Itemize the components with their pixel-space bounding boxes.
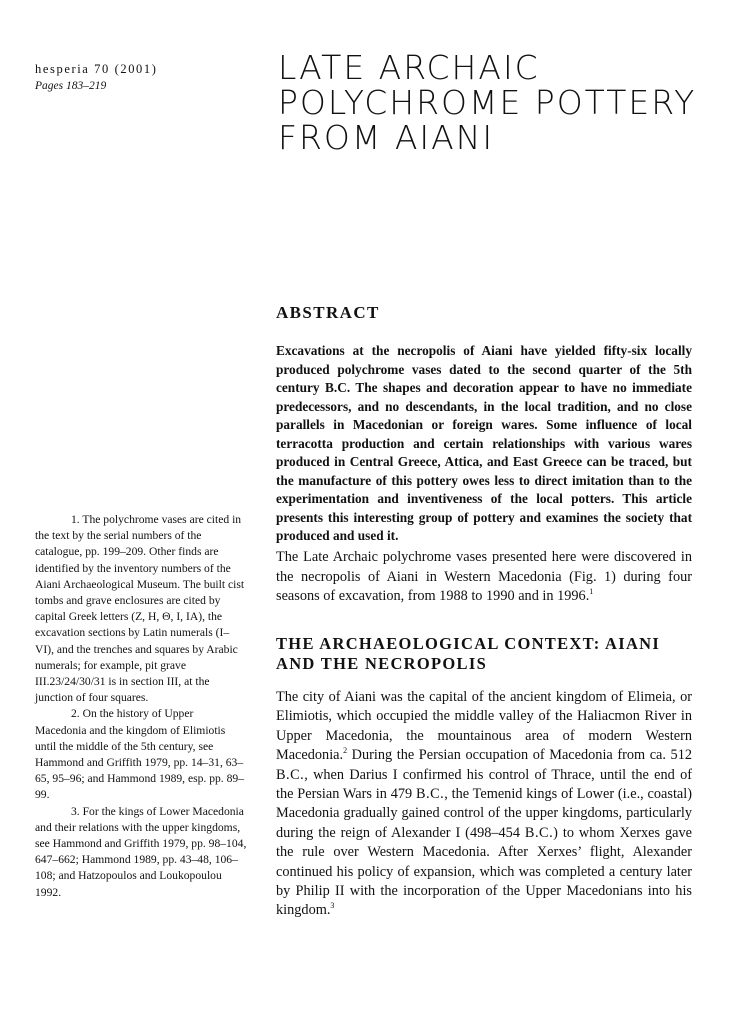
body-text-5: ) to whom Xerxes gave the rule over Western Macedonia. After Xerxes’ flight, Alexander continued his policy of expansion, which was completed a century later by Philip II with the incorporation of the Upper Macedonians into his kingdom. <box>276 824 692 919</box>
title-line-1: LATE ARCHAIC <box>278 48 540 87</box>
title-line-3: FROM AIANI <box>278 118 495 157</box>
abstract-text: Excavations at the necropolis of Aiani have yielded fifty-six locally produced polychrome vases dated to the second quarter of the 5th century B.C. The shapes and decoration appear to have no immediate predecessors, and no descendants, in the local tradition, and no close parallels in Macedonian or foreign wares. Some influence of local terracotta production and certain relationships with various wares produced in Central Greece, Attica, and East Greece can be traced, but the manufacture of this pottery owes less to direct imitation than to the experimentation and inventiveness of the local potters. This article presents this interesting group of pottery and examines the society that produced and used it. <box>276 343 692 543</box>
abstract-heading: ABSTRACT <box>276 303 380 322</box>
era-abbrev-1: B.C. <box>276 766 305 783</box>
footnote-ref-1[interactable]: 1 <box>589 587 594 597</box>
footnote-2: 2. On the history of Upper Macedonia and the kingdom of Elimiotis until the middle of the 5th century, see Hammond and Griffith 1979, pp. 14–31, 63–65, 95–96; and Hammond 1989, esp. pp. 89–99. <box>35 707 244 802</box>
intro-text: The Late Archaic polychrome vases presented here were discovered in the necropolis of Aiani in Western Macedonia (Fig. 1) during four seasons of excavation, from 1988 to 1990 and in 1996. <box>276 549 692 604</box>
body-text-3: , when Darius I confirmed his control of Thrace, until the end of the Persian Wars in 479 <box>276 766 692 803</box>
journal-name: hesperia 70 (2001) <box>35 62 158 76</box>
footnote-1: 1. The polychrome vases are cited in the text by the serial numbers of the catalogue, pp. 199–209. Other finds are identified by the inventory numbers of the Aiani Archaeological Museum. The built cist tombs and grave enclosures are cited by capital Greek letters (Z, H, Θ, I, IA), the excavation sections by Latin numerals (I–VI), and the trenches and squares by Arabic numerals; for example, pit grave III.23/24/30/31 is in section III, at the junction of four squares. <box>35 513 245 705</box>
section-heading: THE ARCHAEOLOGICAL CONTEXT: AIANI AND THE NECROPOLIS <box>276 634 661 673</box>
body-text-2: During the Persian occupation of Macedonia from ca. 512 <box>347 747 692 764</box>
article-title <box>278 50 728 155</box>
body-text-1: The city of Aiani was the capital of the ancient kingdom of Elimeia, or Elimiotis, which occupied the middle valley of the Haliacmon River in Upper Macedonia, the mountainous area of modern Western Macedonia. <box>276 689 692 764</box>
footnote-ref-2[interactable]: 2 <box>343 746 348 756</box>
footnote-ref-3[interactable]: 3 <box>330 901 335 911</box>
body-text-4: , the Temenid kings of Lower (i.e., coastal) Macedonia gradually gained control of the upper kingdoms, particularly during the reign of Alexander I (498–454 <box>276 786 692 841</box>
era-abbrev-3: B.C. <box>524 824 554 841</box>
footnotes <box>35 512 247 901</box>
body-paragraph <box>276 688 692 921</box>
title-line-2: POLYCHROME POTTERY <box>278 83 697 122</box>
intro-paragraph <box>276 548 692 607</box>
footnote-3: 3. For the kings of Lower Macedonia and their relations with the upper kingdoms, see Hammond and Griffith 1979, pp. 98–104, 647–662; Hammond 1989, pp. 43–48, 106–108; and Hatzopoulos and Loukopoulou 1992. <box>35 804 247 899</box>
page-range: Pages 183–219 <box>35 80 107 92</box>
era-abbrev-2: B.C. <box>415 786 445 803</box>
